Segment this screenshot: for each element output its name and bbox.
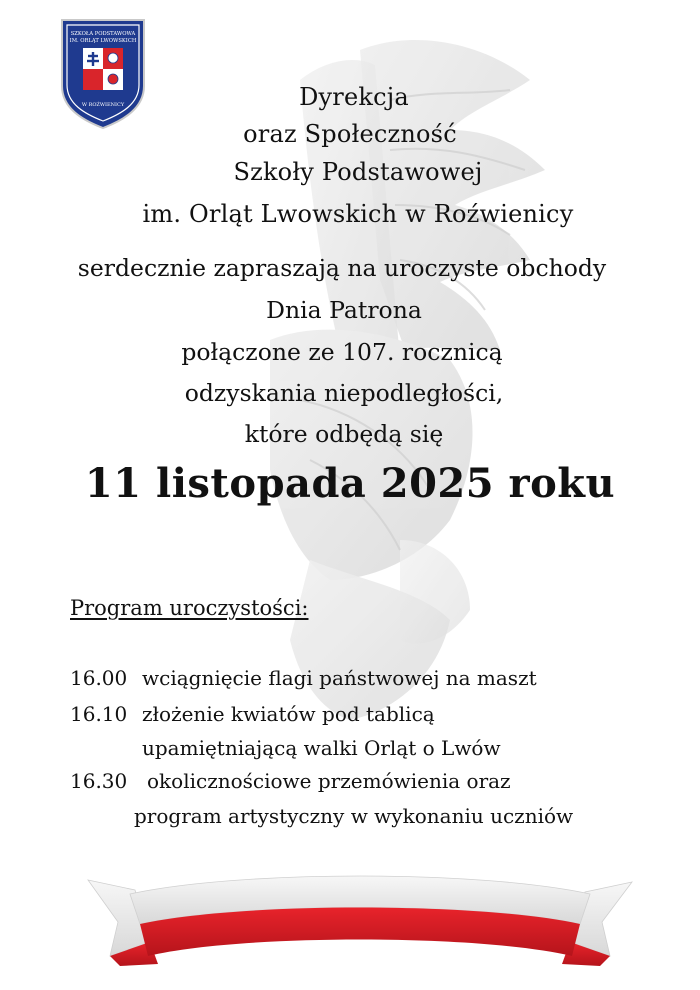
header-line-1: Dyrekcja bbox=[299, 83, 409, 111]
program-title: Program uroczystości: bbox=[70, 596, 309, 620]
invitation-line-3: połączone ze 107. rocznicą bbox=[181, 338, 503, 366]
program-item-3-time: 16.30 bbox=[70, 769, 128, 793]
header-line-3: Szkoły Podstawowej bbox=[233, 158, 483, 186]
polish-flag-ribbon bbox=[80, 872, 640, 968]
emblem-bottom-text: W ROŹWIENICY bbox=[81, 102, 125, 108]
invitation-line-2: Dnia Patrona bbox=[266, 296, 422, 324]
emblem-top-text-2: IM. ORLĄT LWOWSKICH bbox=[69, 38, 137, 44]
header-line-4: im. Orląt Lwowskich w Roźwienicy bbox=[142, 200, 574, 228]
event-date: 11 listopada 2025 roku bbox=[84, 460, 616, 507]
program-item-1-time: 16.00 bbox=[70, 666, 128, 690]
emblem-top-text-1: SZKOŁA PODSTAWOWA bbox=[70, 31, 136, 37]
program-item-3-line-1: okolicznościowe przemówienia oraz bbox=[147, 769, 511, 793]
invitation-line-1: serdecznie zapraszają na uroczyste obchody bbox=[77, 254, 607, 282]
program-item-1-line-1: wciągnięcie flagi państwowej na maszt bbox=[142, 666, 537, 690]
invitation-line-4: odzyskania niepodległości, bbox=[184, 379, 504, 407]
program-item-2-line-1: złożenie kwiatów pod tablicą bbox=[142, 702, 435, 726]
header-line-2: oraz Społeczność bbox=[243, 120, 457, 148]
school-emblem-logo bbox=[58, 16, 148, 131]
invitation-line-5: które odbędą się bbox=[244, 420, 444, 448]
program-item-2-time: 16.10 bbox=[70, 702, 128, 726]
program-item-2-line-2: upamiętniającą walki Orląt o Lwów bbox=[142, 736, 501, 760]
program-item-3-line-2: program artystyczny w wykonaniu uczniów bbox=[134, 804, 574, 828]
